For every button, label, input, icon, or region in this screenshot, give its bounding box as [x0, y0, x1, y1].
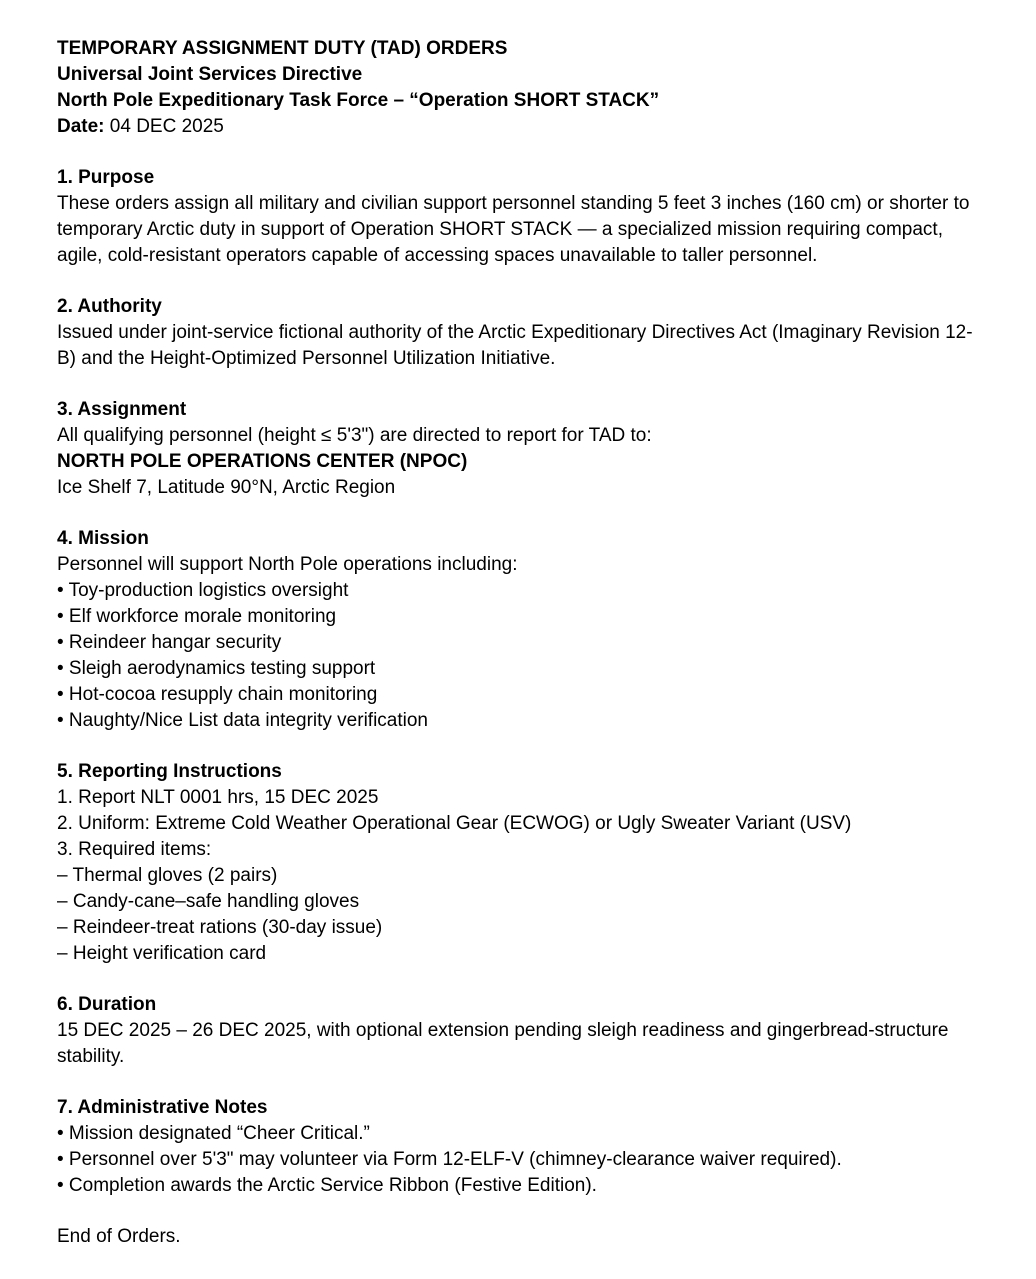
paragraph: 15 DEC 2025 – 26 DEC 2025, with optional extension pending sleigh readiness and gingerbread-structure stability.: [57, 1020, 949, 1067]
dash-item: – Height verification card: [57, 943, 267, 964]
section-heading: 2. Authority: [57, 296, 162, 317]
bullet-item: • Mission designated “Cheer Critical.”: [57, 1123, 370, 1144]
doc-title: TEMPORARY ASSIGNMENT DUTY (TAD) ORDERS: [57, 38, 508, 59]
section-purpose: [57, 165, 988, 269]
end-of-orders: [57, 1224, 988, 1250]
numbered-item: 2. Uniform: Extreme Cold Weather Operational Gear (ECWOG) or Ugly Sweater Variant (USV): [57, 813, 852, 834]
date-label: Date:: [57, 116, 105, 137]
bullet-item: • Toy-production logistics oversight: [57, 580, 349, 601]
dash-item: – Thermal gloves (2 pairs): [57, 865, 278, 886]
doc-subtitle: Universal Joint Services Directive: [57, 64, 363, 85]
bullet-item: • Reindeer hangar security: [57, 632, 282, 653]
section-duration: [57, 992, 988, 1070]
section-heading: 5. Reporting Instructions: [57, 761, 282, 782]
section-heading: 1. Purpose: [57, 167, 155, 188]
dash-item: – Reindeer-treat rations (30-day issue): [57, 917, 383, 938]
section-assignment: [57, 397, 988, 501]
bullet-item: • Sleigh aerodynamics testing support: [57, 658, 376, 679]
document-header: [57, 36, 988, 140]
dash-item: – Candy-cane–safe handling gloves: [57, 891, 360, 912]
assignment-location-name: NORTH POLE OPERATIONS CENTER (NPOC): [57, 451, 468, 472]
section-mission: [57, 526, 988, 734]
section-authority: [57, 294, 988, 372]
paragraph: These orders assign all military and civilian support personnel standing 5 feet 3 inches (160 cm) or shorter to temporary Arctic duty in support of Operation SHORT STACK — a specialized mission requiring compact, agile, cold-resistant operators capable of accessing spaces unavailable to taller personnel.: [57, 193, 970, 266]
section-heading: 7. Administrative Notes: [57, 1097, 268, 1118]
date-value: 04 DEC 2025: [109, 116, 224, 137]
assignment-location-address: Ice Shelf 7, Latitude 90°N, Arctic Region: [57, 477, 396, 498]
mission-intro: Personnel will support North Pole operations including:: [57, 554, 518, 575]
section-heading: 6. Duration: [57, 994, 157, 1015]
numbered-item: 3. Required items:: [57, 839, 212, 860]
bullet-item: • Naughty/Nice List data integrity verification: [57, 710, 428, 731]
section-heading: 4. Mission: [57, 528, 149, 549]
doc-unit-line: North Pole Expeditionary Task Force – “Operation SHORT STACK”: [57, 90, 660, 111]
doc-date-line: [57, 114, 988, 140]
numbered-item: 1. Report NLT 0001 hrs, 15 DEC 2025: [57, 787, 379, 808]
section-administrative-notes: [57, 1095, 988, 1199]
bullet-item: • Personnel over 5'3" may volunteer via Form 12-ELF-V (chimney-clearance waiver required).: [57, 1149, 842, 1170]
section-heading: 3. Assignment: [57, 399, 187, 420]
section-reporting-instructions: [57, 759, 988, 967]
assignment-intro: All qualifying personnel (height ≤ 5'3") are directed to report for TAD to:: [57, 425, 652, 446]
bullet-item: • Elf workforce morale monitoring: [57, 606, 337, 627]
bullet-item: • Completion awards the Arctic Service Ribbon (Festive Edition).: [57, 1175, 597, 1196]
bullet-item: • Hot-cocoa resupply chain monitoring: [57, 684, 378, 705]
paragraph: Issued under joint-service fictional authority of the Arctic Expeditionary Directives Act (Imaginary Revision 12-B) and the Height-Optimized Personnel Utilization Initiative.: [57, 322, 973, 369]
end-note: End of Orders.: [57, 1226, 181, 1247]
